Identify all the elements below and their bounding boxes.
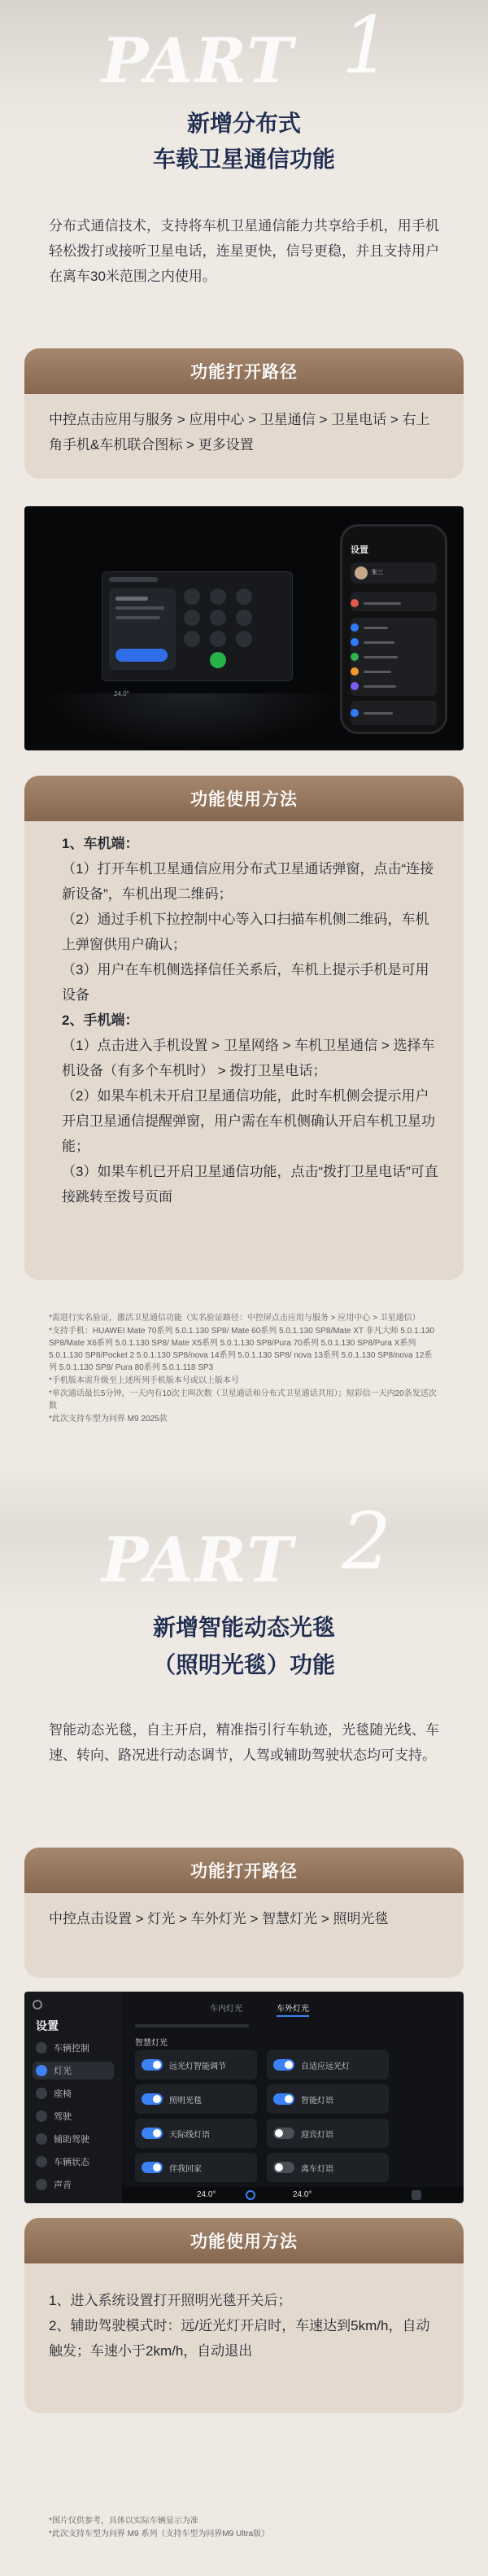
note-item: *图片仅供参考，具体以实际车辆显示为准 [49, 2517, 198, 2526]
toggle[interactable] [142, 2059, 163, 2071]
car-step-2: （2）通过手机下拉控制中心等入口扫描车机侧二维码，车机上弹窗供用户确认； [62, 912, 429, 952]
settings-screenshot [24, 1992, 464, 2203]
car-step-1: （1）打开车机卫星通信应用分布式卫星通话弹窗，点击“连接新设备”，车机出现二维码； [62, 861, 434, 902]
sidebar-item-sound[interactable]: 声音 [36, 2176, 72, 2193]
note-item: *此次支持车型为问界 M9 2025款 [49, 1415, 168, 1424]
phone-row-mobile[interactable] [351, 650, 442, 663]
sidebar-item-driving[interactable]: 驾驶 [36, 2107, 72, 2125]
part2-path-text: 中控点击设置 > 灯光 > 车外灯光 > 智慧灯光 > 照明光毯 [49, 1911, 389, 1927]
phone-row-bluetooth[interactable] [351, 636, 442, 649]
steering-icon [36, 2110, 47, 2122]
sidebar-item-lights[interactable]: 灯光 [33, 2062, 114, 2080]
part2-notes [49, 2515, 439, 2541]
assist-icon [36, 2133, 47, 2145]
phone-row-connect[interactable] [351, 665, 442, 678]
sidebar-item-seats[interactable]: 座椅 [36, 2084, 72, 2102]
sidebar-item-status[interactable]: 车辆状态 [36, 2153, 89, 2171]
back-icon[interactable] [33, 2000, 42, 2010]
part1-title-line2: 车载卫星通信功能 [152, 147, 335, 172]
car-screen [102, 571, 293, 681]
car-side-heading: 1、车机端： [62, 836, 139, 851]
car-dashboard [41, 693, 342, 750]
sound-icon [36, 2179, 47, 2190]
tile-leave-car-light[interactable]: 离车灯语 [267, 2153, 389, 2182]
part2-title-line2: （照明光毯）功能 [152, 1652, 335, 1677]
tile-welcome-light[interactable]: 迎宾灯语 [267, 2119, 389, 2148]
part1-method-body [49, 831, 439, 1209]
part1-number: 1 [342, 0, 392, 91]
phone-user-card[interactable] [351, 562, 437, 584]
part1-path-card [24, 348, 464, 479]
tile-smart-light-language[interactable]: 智能灯语 [267, 2084, 389, 2114]
settings-title: 设置 [36, 2019, 59, 2032]
car-temp: 24.0° [114, 690, 129, 698]
phone-user-name: 张三 [372, 570, 383, 575]
part2-path-header: 功能打开路径 [24, 1848, 464, 1893]
fan-icon[interactable] [246, 2190, 255, 2200]
car-call-panel [109, 588, 176, 670]
avatar [355, 566, 368, 579]
part2-title-line1: 新增智能动态光毯 [152, 1615, 335, 1640]
part1-method-card [24, 776, 464, 1280]
part1-path-text: 中控点击应用与服务 > 应用中心 > 卫星通信 > 卫星电话 > 右上角手机&车机联合图标 > 更多设置 [49, 412, 430, 453]
phone-row-more[interactable] [351, 680, 442, 693]
toggle[interactable] [273, 2162, 294, 2173]
note-item: *单次通话最长5分钟，一天内有10次主叫次数（卫星通话和分布式卫星通话共用）；短彩信一天内20条发送次数 [49, 1389, 437, 1410]
car-phone-screenshot [24, 506, 464, 750]
part2-step-2: 2、辅助驾驶模式时：远/近光灯开启时，车速达到5km/h，自动触发；车速小于2km/h，自动退出 [49, 2318, 430, 2359]
dial-call-icon[interactable] [210, 652, 226, 668]
car-dialpad [184, 588, 285, 670]
phone-settings-title: 设置 [351, 545, 368, 555]
car-icon [36, 2042, 47, 2053]
phone-step-3: （3）如果车机已开启卫星通信功能，点击“拨打卫星电话”可直接跳转至拨号页面 [62, 1164, 438, 1205]
note-item: *手机版本需升级至上述所列手机版本号或以上版本号 [49, 1376, 239, 1385]
phone-step-1: （1）点击进入手机设置 > 卫星网络 > 车机卫星通信 > 选择车机设备（有多个车机时） > 拨打卫星电话； [62, 1038, 435, 1078]
smart-lights-heading: 智慧灯光 [135, 2039, 168, 2048]
phone-side-heading: 2、手机端： [62, 1012, 139, 1028]
temp-left[interactable]: 24.0° [197, 2190, 216, 2199]
seat-icon [36, 2088, 47, 2099]
tile-skyline-light[interactable]: 天际线灯语 [135, 2119, 257, 2148]
note-item: *此次支持车型为问界 M9 系列（支持车型为问界M9 Ultra版） [49, 2530, 270, 2539]
part2-step-1: 1、进入系统设置打开照明光毯开关后； [49, 2293, 292, 2308]
phone-row-satellite[interactable] [351, 597, 442, 610]
tile-high-beam-auto[interactable]: 远光灯智能调节 [135, 2050, 257, 2080]
toggle[interactable] [273, 2093, 294, 2105]
note-item: *支持手机：HUAWEI Mate 70系列 5.0.1.130 SP8/ Mate 60系列 5.0.1.130 SP8/Mate XT 非凡大师 5.0.1.130 SP8/Mate X6系列 5.0.1.130 SP8/ Mate X5系列 5.0.1.130 SP8/Pura 70系列 5.0.1.130 SP8/Pura X系列 5.0.1.130 SP8/Pocket 2 5.0.1.130 SP8/nova 14系列 5.0.1.130 SP8/ nova 13系列 5.0.1.130 SP8/nova 12系列 5.0.1.130 SP8/ Pura 80系列 5.0.1.118 SP3 [49, 1327, 435, 1372]
status-icon [36, 2156, 47, 2167]
phone-row-wlan[interactable] [351, 621, 442, 634]
part1-intro: 分布式通信技术，支持将车机卫星通信能力共享给手机，用手机轻松拨打或接听卫星电话，连星更快，信号更稳，并且支持用户在离车30米范围之内使用。 [49, 218, 439, 284]
toggle[interactable] [273, 2128, 294, 2139]
toggle[interactable] [142, 2162, 163, 2173]
part1-word: PART [102, 24, 294, 97]
car-step-3: （3）用户在车机侧选择信任关系后，车机上提示手机是可用设备 [62, 962, 429, 1003]
connect-device-button[interactable] [115, 649, 168, 662]
car-statusbar [109, 577, 158, 582]
note-item: *需进行实名验证，激活卫星通信功能（实名验证路径：中控屏点击应用与服务 > 应用中心 > 卫星通信） [49, 1314, 420, 1323]
part2-word: PART [102, 1524, 294, 1596]
light-icon [36, 2065, 47, 2076]
temp-right[interactable]: 24.0° [293, 2190, 312, 2199]
part1-notes [49, 1312, 439, 1426]
phone-mockup [340, 524, 447, 734]
tile-follow-me-home[interactable]: 伴我回家 [135, 2153, 257, 2182]
tile-light-carpet[interactable]: 照明光毯 [135, 2084, 257, 2114]
toggle[interactable] [142, 2128, 163, 2139]
part2-method-body [49, 2288, 439, 2364]
tile-adaptive-high-beam[interactable]: 自适应远光灯 [267, 2050, 389, 2080]
sidebar-item-assist[interactable]: 辅助驾驶 [36, 2130, 89, 2148]
tab-interior-lights[interactable]: 车内灯光 [210, 2005, 242, 2014]
part2-intro: 智能动态光毯，自主开启，精准指引行车轨迹，光毯随光线、车速、转向、路况进行动态调节，人驾或辅助驾驶状态均可支持。 [49, 1722, 439, 1763]
part2-number: 2 [342, 1496, 392, 1587]
part2-method-header: 功能使用方法 [24, 2218, 464, 2263]
toggle[interactable] [273, 2059, 294, 2071]
sidebar-item-vehicle-control[interactable]: 车辆控制 [36, 2039, 89, 2057]
tab-exterior-lights[interactable]: 车外灯光 [277, 2001, 309, 2017]
phone-step-2: （2）如果车机未开启卫星通信功能，此时车机侧会提示用户开启卫星通信提醒弹窗，用户需在车机侧确认开启车机卫星功能； [62, 1088, 435, 1154]
part2-method-card [24, 2218, 464, 2413]
part1-path-header: 功能打开路径 [24, 348, 464, 394]
part2-path-card [24, 1848, 464, 1978]
toggle[interactable] [142, 2093, 163, 2105]
part1-method-header: 功能使用方法 [24, 776, 464, 821]
seat-heat-icon[interactable] [412, 2190, 421, 2200]
part1-title-line1: 新增分布式 [186, 111, 301, 136]
phone-row-display[interactable] [351, 706, 442, 719]
